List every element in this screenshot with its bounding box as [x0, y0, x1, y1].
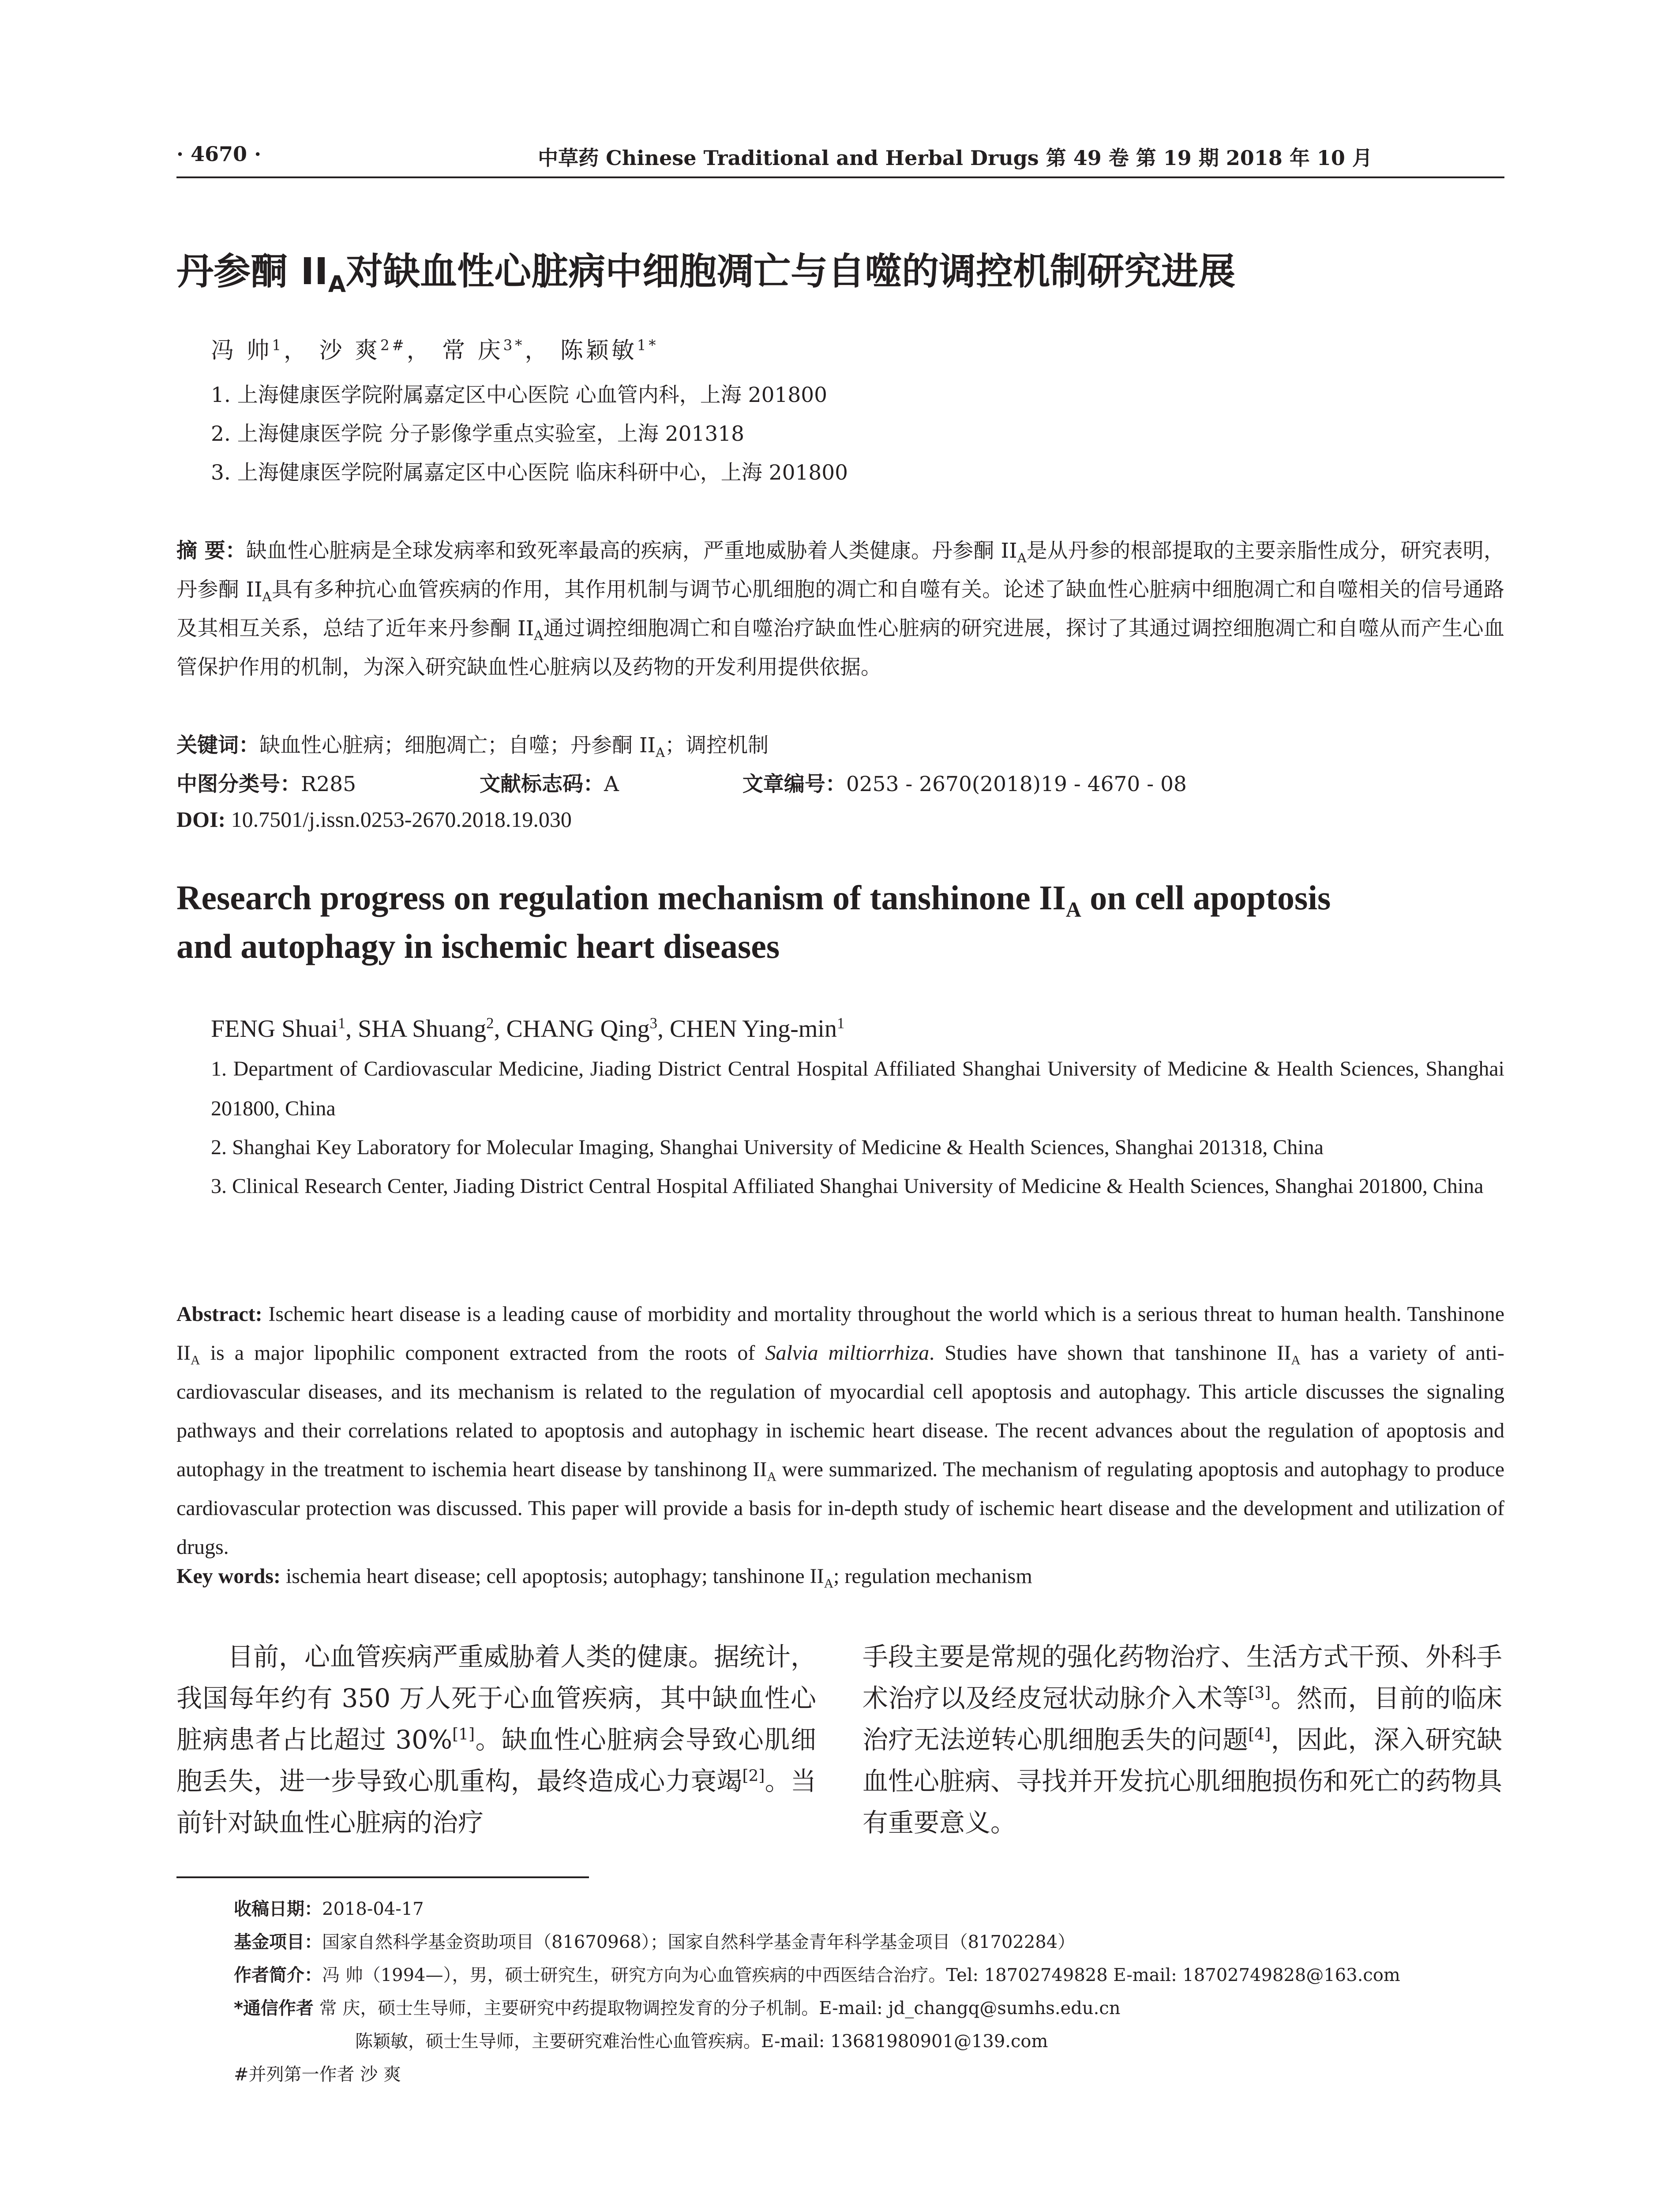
doi-link[interactable]: 10.7501/j.issn.0253-2670.2018.19.030	[231, 807, 572, 832]
abstract-chinese: 摘 要：缺血性心脏病是全球发病率和致死率最高的疾病，严重地威胁着人类健康。丹参酮 $II_A$是从丹参的根部提取的主要亲脂性成分，研究表明，丹参酮 $II_A$具有多种抗心血管疾病的作用，其作用机制与调节心肌细胞的凋亡和自噬有关。论述了缺血性心脏病中细胞凋亡和自噬相关的信号通路及其相互关系，总结了近年来丹参酮 $II_A$通过调控细胞凋亡和自噬治疗缺血性心脏病的研究进展，探讨了其通过调控细胞凋亡和自噬从而产生心血管保护作用的机制，为深入研究缺血性心脏病以及药物的开发利用提供依据。	[176, 539, 1504, 679]
footnote-cofirst-author: #并列第一作者 沙 爽	[234, 2064, 401, 2085]
footnote-received: 收稿日期：2018-04-17	[234, 1899, 424, 1919]
citation-3[interactable]: [3]	[1248, 1684, 1271, 1702]
affiliation-en-3: 3. Clinical Research Center, Jiading District Central Hospital Affiliated Shanghai University of Medicine & Health Sciences, Shanghai 201800, China	[211, 1174, 1484, 1198]
doi-line: DOI: 10.7501/j.issn.0253-2670.2018.19.030	[176, 807, 572, 832]
journal-info: 中草药 Chinese Traditional and Herbal Drugs 第 49 卷 第 19 期 2018 年 10 月	[538, 146, 1372, 170]
affiliation-cn-3: 3. 上海健康医学院附属嘉定区中心医院 临床科研中心，上海 201800	[211, 461, 848, 485]
authors-chinese: 冯 帅$^1$， 沙 爽$^{2\#}$， 常 庆$^{3*}$， 陈颖敏$^{1*}$	[211, 337, 659, 364]
title-english: Research progress on regulation mechanism of tanshinone $II_A$ on cell apoptosis and autophagy in ischemic heart diseases	[176, 878, 1331, 965]
keywords-english: Key words: ischemia heart disease; cell apoptosis; autophagy; tanshinone $II_A$; regulation mechanism	[176, 1564, 1032, 1591]
authors-english: FENG Shuai$^1$, SHA Shuang$^2$, CHANG Qing$^3$, CHEN Ying-$\min^1$	[211, 1014, 845, 1043]
footnote-corresponding-2: 陈颖敏，硕士生导师，主要研究难治性心血管疾病。E-mail: 13681980901@139.com	[355, 2031, 1048, 2052]
citation-1[interactable]: [1]	[452, 1725, 475, 1744]
footnote-rule	[176, 1876, 589, 1878]
title-chinese: 丹参酮 $II_A$对缺血性心脏病中细胞凋亡与自噬的调控机制研究进展	[176, 250, 1236, 298]
affiliation-en-1: 1. Department of Cardiovascular Medicine, Jiading District Central Hospital Affiliated Shanghai University of Medicine & Health Sciences, Shanghai 201800, China	[211, 1057, 1504, 1120]
affiliation-en-2: 2. Shanghai Key Laboratory for Molecular Imaging, Shanghai University of Medicine & Health Sciences, Shanghai 201318, China	[211, 1136, 1324, 1159]
footnote-author-bio: 作者简介：冯 帅（1994—），男，硕士研究生，研究方向为心血管疾病的中西医结合治疗。Tel: 18702749828 E-mail: 18702749828@163.com	[234, 1965, 1400, 1985]
body-column-left: 目前，心血管疾病严重威胁着人类的健康。据统计，我国每年约有 350 万人死于心血管疾病，其中缺血性心脏病患者占比超过 30%[1]。缺血性心脏病会导致心肌细胞丢失，进一步导致心肌重构，最终造成心力衰竭[2]。当前针对缺血性心脏病的治疗	[176, 1642, 817, 1838]
running-header	[176, 142, 1504, 177]
classification-line: 中图分类号：R285 文献标志码：A 文章编号：0253 - 2670(2018)19 - 4670 - 08	[176, 772, 1187, 796]
abstract-english: Abstract: Ischemic heart disease is a leading cause of morbidity and mortality throughout the world which is a serious threat to human health. Tanshinone $II_A$ is a major lipophilic component extracted from the roots of Salvia miltiorrhiza. Studies have shown that tanshinone $II_A$ has a variety of anti-cardiovascular diseases, and its mechanism is related to the regulation of myocardial cell apoptosis and autophagy. This article discusses the signaling pathways and their correlations related to apoptosis and autophagy in ischemic heart disease. The recent advances about the regulation of apoptosis and autophagy in the treatment to ischemia heart disease by tanshinong $II_A$ were summarized. The mechanism of regulating apoptosis and autophagy to produce cardiovascular protection was discussed. This paper will provide a basis for in-depth study of ischemic heart disease and the development and utilization of drugs.	[176, 1302, 1505, 1559]
affiliation-cn-1: 1. 上海健康医学院附属嘉定区中心医院 心血管内科，上海 201800	[211, 383, 828, 407]
footnote-corresponding: *通信作者 常 庆，硕士生导师，主要研究中药提取物调控发育的分子机制。E-mail: jd_changq@sumhs.edu.cn	[234, 1998, 1121, 2018]
affiliation-cn-2: 2. 上海健康医学院 分子影像学重点实验室，上海 201318	[211, 422, 745, 446]
page-number: · 4670 ·	[176, 142, 262, 166]
footnote-fund: 基金项目：国家自然科学基金资助项目（81670968）；国家自然科学基金青年科学基金项目（81702284）	[234, 1932, 1076, 1952]
citation-2[interactable]: [2]	[742, 1767, 765, 1785]
citation-4[interactable]: [4]	[1248, 1725, 1271, 1744]
header-rule	[176, 176, 1504, 178]
body-column-right: 手段主要是常规的强化药物治疗、生活方式干预、外科手术治疗以及经皮冠状动脉介入术等[3]。然而，目前的临床治疗无法逆转心肌细胞丢失的问题[4]，因此，深入研究缺血性心脏病、寻找并开发抗心肌细胞损伤和死亡的药物具有重要意义。	[862, 1642, 1503, 1838]
keywords-chinese: 关键词：缺血性心脏病；细胞凋亡；自噬；丹参酮 $II_A$；调控机制	[176, 733, 769, 760]
